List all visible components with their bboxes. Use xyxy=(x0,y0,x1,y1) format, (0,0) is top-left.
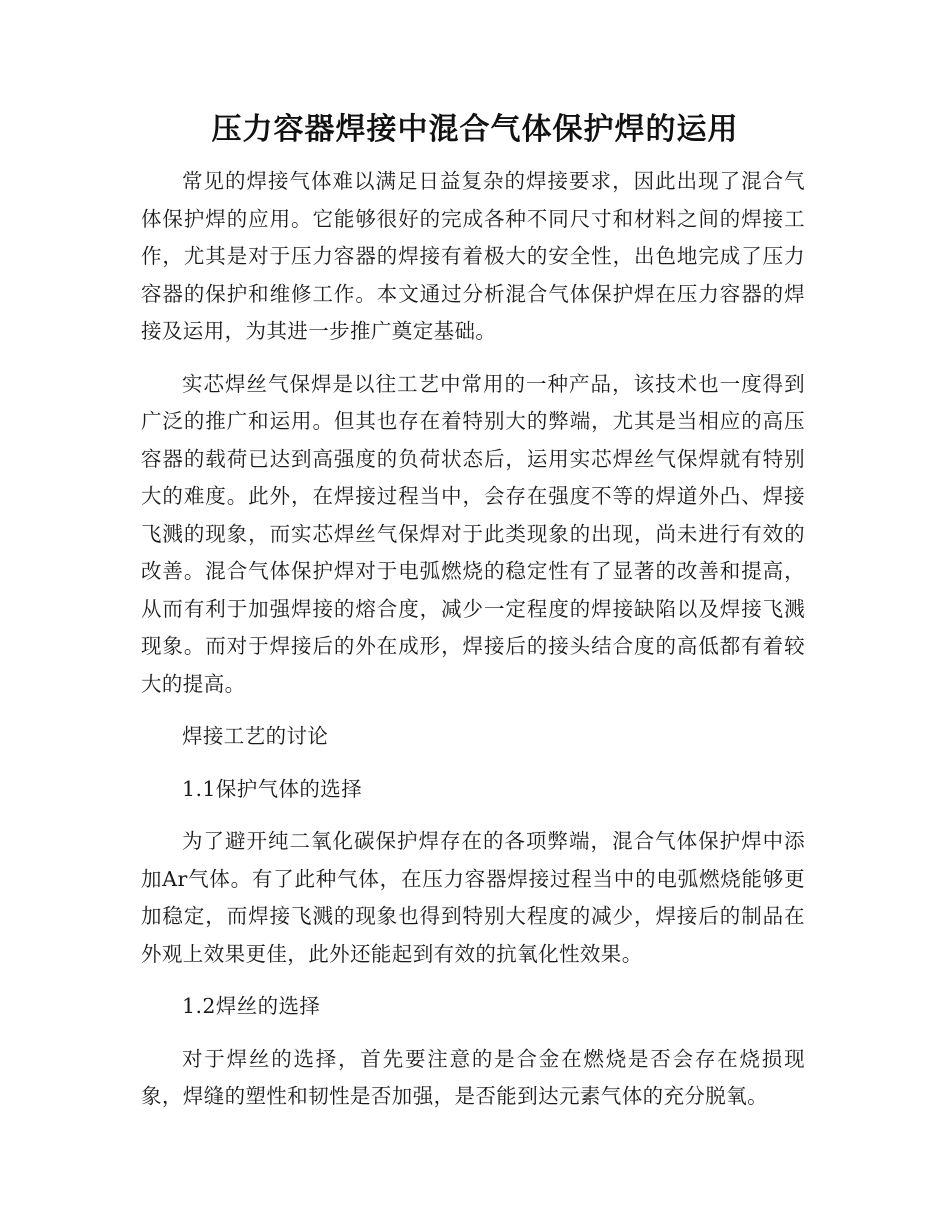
document-body xyxy=(141,163,805,1131)
welding-wire-paragraph: 对于焊丝的选择，首先要注意的是合金在燃烧是否会存在烧损现象，焊缝的塑性和韧性是否加强，是否能到达元素气体的充分脱氧。 xyxy=(141,1046,805,1108)
subsection-heading-shielding-gas: 1.1保护气体的选择 xyxy=(182,776,363,801)
subsection-heading-welding-wire: 1.2焊丝的选择 xyxy=(182,994,321,1018)
background-paragraph: 实芯焊丝气保焊是以往工艺中常用的一种产品，该技术也一度得到广泛的推广和运用。但其也存在着特别大的弊端，尤其是当相应的高压容器的载荷已达到高强度的负荷状态后，运用实芯焊丝气保焊就有特别大的难度。此外，在焊接过程当中，会存在强度不等的焊道外凸、焊接飞溅的现象，而实芯焊丝气保焊对于此类现象的出现，尚未进行有效的改善。混合气体保护焊对于电弧燃烧的稳定性有了显著的改善和提高，从而有利于加强焊接的熔合度，减少一定程度的焊接缺陷以及焊接飞溅现象。而对于焊接后的外在成形，焊接后的接头结合度的高低都有着较大的提高。 xyxy=(141,371,805,696)
intro-paragraph: 常见的焊接气体难以满足日益复杂的焊接要求，因此出现了混合气体保护焊的应用。它能够很好的完成各种不同尺寸和材料之间的焊接工作，尤其是对于压力容器的焊接有着极大的安全性，出色地完成了压力容器的保护和维修工作。本文通过分析混合气体保护焊在压力容器的焊接及运用，为其进一步推广奠定基础。 xyxy=(141,169,805,343)
document-title: 压力容器焊接中混合气体保护焊的运用 xyxy=(211,112,739,147)
section-heading-welding-process: 焊接工艺的讨论 xyxy=(182,724,329,748)
shielding-gas-paragraph: 为了避开纯二氧化碳保护焊存在的各项弊端，混合气体保护焊中添加Ar气体。有了此种气体，在压力容器焊接过程当中的电弧燃烧能够更加稳定，而焊接飞溅的现象也得到特别大程度的减少，焊接后的制品在外观上效果更佳，此外还能起到有效的抗氧化性效果。 xyxy=(141,829,805,966)
